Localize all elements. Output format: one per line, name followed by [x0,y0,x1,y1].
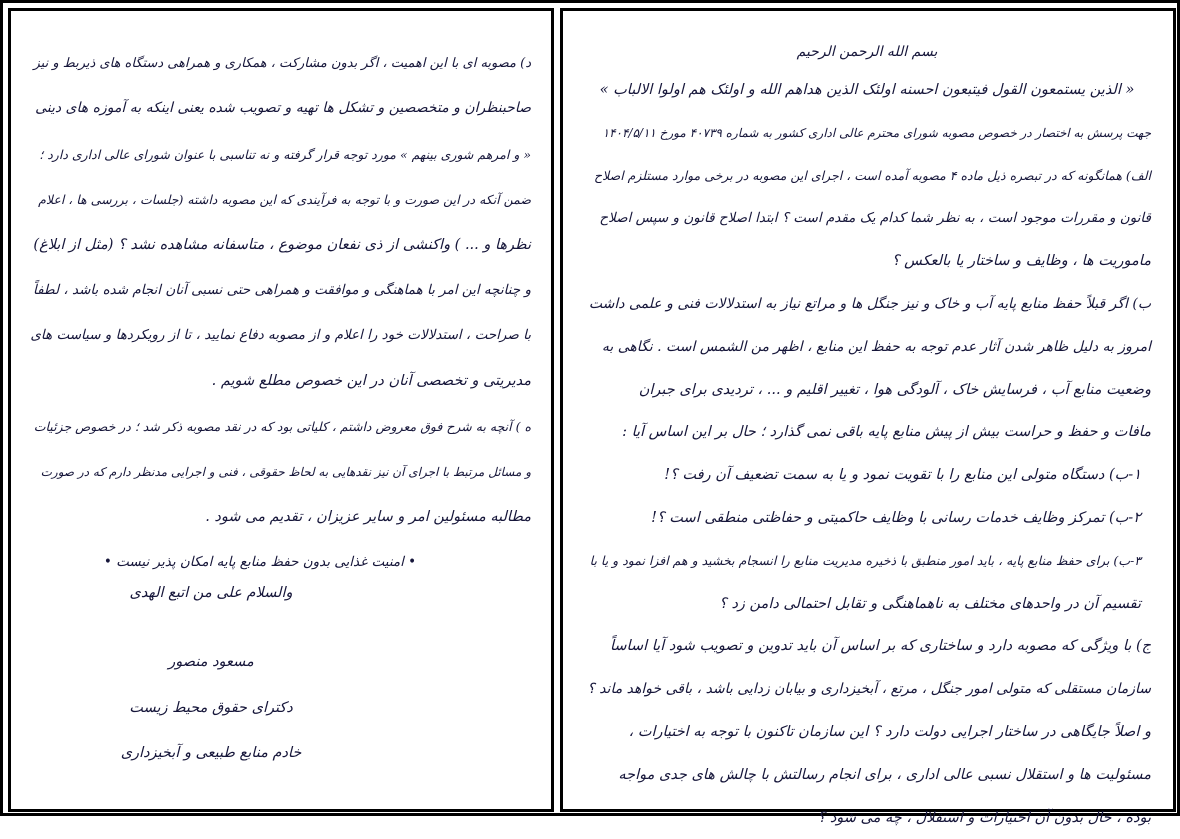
letter-page-left [8,8,554,812]
sub-question-1: ۱-ب) دستگاه متولی این منابع را با تقویت نمود و یا به سمت تضعیف آن رفت ؟! [664,467,1141,484]
sub-question-3-line-1: ۳-ب) برای حفظ منابع پایه ، باید امور منطبق با ذخیره مدیریت منابع را انسجام بخشید و هم افزا نمود و یا با [589,552,1141,568]
letter-body-right [583,35,1151,839]
intro-line: جهت پرسش به اختصار در خصوص مصوبه شورای محترم عالی اداری کشور به شماره ۴۰۷۳۹ مورخ ۱۴۰۴/۵/۱۱ [602,125,1151,140]
paragraph-dal-line-4: ضمن آنکه در این صورت و با توجه به فرآیندی که این مصوبه داشته (جلسات ، بررسی ها ، اعلام [38,192,531,208]
letter-page-right [560,8,1176,826]
letter-body-left [29,41,531,586]
paragraph-dal-line-1: د) مصوبه ای با این اهمیت ، اگر بدون مشارکت ، همکاری و همراهی دستگاه های ذیربط و نیز [33,56,531,71]
food-security-note: • امنیت غذایی بدون حفظ منابع پایه امکان پذیر نیست • [103,554,417,571]
paragraph-dal-line-3: « و امرهم شوری بینهم » مورد توجه قرار گرفته و نه تناسبی با عنوان شورای عالی اداری دارد ؛ [39,146,531,162]
sub-question-2: ۲-ب) تمرکز وظایف خدمات رسانی با وظایف حاکمیتی و حفاظتی منطقی است ؟! [651,509,1141,526]
question-jim-line-4: مسئولیت ها و استقلال نسبی عالی اداری ، برای انجام رسالتش با چالش های جدی مواجه [618,766,1151,783]
question-be-line-4: مافات و حفظ و حراست بیش از پیش منابع پایه باقی نمی گذارد ؛ حال بر این اساس آیا : [622,424,1151,441]
question-jim-line-2: سازمان مستقلی که متولی امور جنگل ، مرتع ، آبخیزداری و بیابان زدایی باشد ، باقی خواهد ماند ؟ [587,681,1151,698]
question-be-line-2: امروز به دلیل ظاهر شدن آثار عدم توجه به حفظ این منابع ، اظهر من الشمس است . نگاهی به [601,338,1151,355]
paragraph-dal-line-2: صاحبنظران و متخصصین و تشکل ها تهیه و تصویب شده یعنی اینکه به آموزه های دینی [35,100,531,117]
signature-block [91,571,331,777]
paragraph-dal-line-5: نظرها و ... ) واکنشی از ذی نفعان موضوع ، متاسفانه مشاهده نشد ؟ (مثل از ابلاغ) [33,236,531,253]
signer-name: مسعود منصور [168,654,254,671]
quran-verse: « الذین یستمعون القول فیتبعون احسنه اولئک الذین هداهم الله و اولئک هم اولوا الالباب » [599,82,1135,98]
paragraph-he-line-3: مطالبه مسئولین امر و سایر عزیزان ، تقدیم می شود . [205,509,531,526]
paragraph-dal-line-7: با صراحت ، استدلالات خود را اعلام و از مصوبه دفاع نمایید ، تا از رویکردها و سیاست های [30,327,531,344]
question-alef-line-1: الف) همانگونه که در تبصره ذیل ماده ۴ مصوبه آمده است ، اجرای این مصوبه در برخی موارد مستلزم اصلاح [594,167,1151,183]
question-jim-line-3: و اصلاً جایگاهی در ساختار اجرایی دولت دارد ؟ این سازمان تاکنون با توجه به اختیارات ، [628,723,1151,740]
question-alef-line-3: ماموریت ها ، وظایف و ساختار یا بالعکس ؟ [891,253,1151,270]
paragraph-he-line-2: و مسائل مرتبط با اجرای آن نیز نقدهایی به لحاظ حقوقی ، فنی و اجرایی مدنظر دارم که در صورت [40,464,531,479]
paragraph-dal-line-8: مدیریتی و تخصصی آنان در این خصوص مطلع شویم . [211,372,531,389]
basmala-heading: بسم الله الرحمن الرحیم [796,44,938,60]
signer-role: خادم منابع طبیعی و آبخیزداری [120,745,302,762]
question-alef-line-2: قانون و مقررات موجود است ، به نظر شما کدام یک مقدم است ؟ ابتدا اصلاح قانون و سپس اصلاح [599,210,1151,227]
paragraph-dal-line-6: و چنانچه این امر با هماهنگی و موافقت و همراهی حتی نسبی آنان انجام شده باشد ، لطفاً [32,282,531,299]
question-be-line-3: وضعیت منابع آب ، فرسایش خاک ، آلودگی هوا ، تغییر اقلیم و ... ، تردیدی برای جبران [638,381,1151,398]
paragraph-he-line-1: ه ) آنچه به شرح فوق معروض داشتم ، کلیاتی بود که در نقد مصوبه ذکر شد ؛ در خصوص جزئیات [33,419,531,435]
question-jim-line-5: بوده ، حال بدون آن اختیارات و استقلال ، چه می شود ؟ [817,809,1151,826]
question-be-line-1: ب) اگر قبلاً حفظ منابع پایه آب و خاک و نیز جنگل ها و مراتع نیاز به استدلالات فنی و علمی داشت [588,295,1151,312]
closing-salutation: والسلام علی من اتبع الهدی [129,585,293,601]
signer-title: دکترای حقوق محیط زیست [129,699,293,716]
question-jim-line-1: ج) با ویژگی که مصوبه دارد و ساختاری که بر اساس آن باید تدوین و تصویب شود آیا اساساً [609,638,1151,655]
sub-question-3-line-2: تقسیم آن در واحدهای مختلف به ناهماهنگی و تقابل احتمالی دامن زد ؟ [719,595,1141,612]
